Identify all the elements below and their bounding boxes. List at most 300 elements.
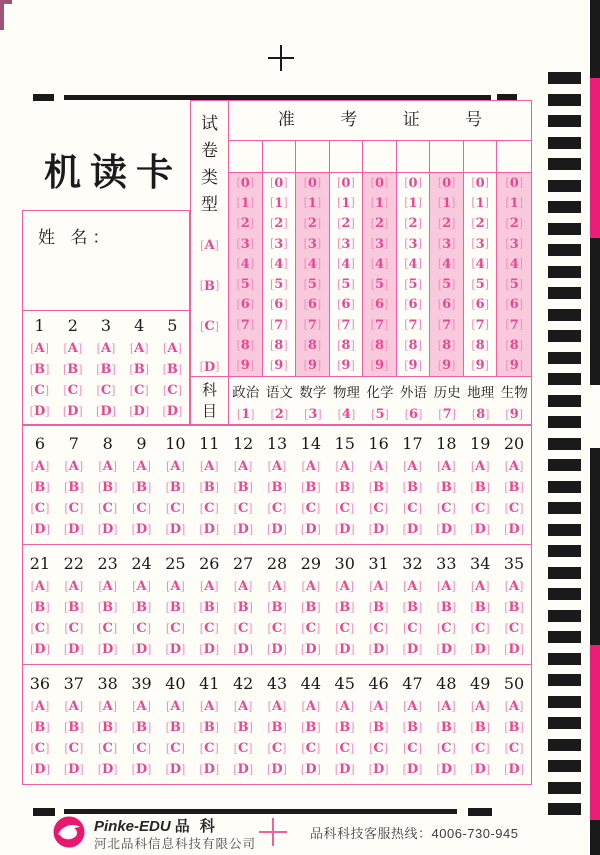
digit-bubble[interactable]	[304, 176, 322, 191]
answer-bubble[interactable]	[200, 579, 219, 594]
digit-bubble[interactable]	[438, 358, 456, 373]
answer-bubble[interactable]	[301, 642, 321, 657]
digit-bubble[interactable]	[438, 216, 456, 231]
answer-bubble[interactable]	[130, 383, 149, 398]
answer-bubble[interactable]	[64, 501, 83, 516]
answer-bubble[interactable]	[268, 501, 287, 516]
answer-bubble[interactable]	[470, 522, 490, 537]
digit-bubble[interactable]	[471, 318, 489, 333]
answer-bubble[interactable]	[470, 600, 490, 615]
digit-bubble[interactable]	[304, 277, 322, 292]
answer-bubble[interactable]	[166, 699, 185, 714]
digit-bubble[interactable]	[471, 216, 489, 231]
digit-bubble[interactable]	[270, 257, 288, 272]
answer-bubble[interactable]	[165, 762, 185, 777]
answer-bubble[interactable]	[403, 720, 423, 735]
answer-bubble[interactable]	[471, 699, 490, 714]
digit-bubble[interactable]	[404, 216, 422, 231]
answer-bubble[interactable]	[31, 459, 50, 474]
digit-bubble[interactable]	[304, 297, 322, 312]
digit-bubble[interactable]	[438, 237, 456, 252]
digit-bubble[interactable]	[236, 297, 254, 312]
answer-bubble[interactable]	[199, 480, 219, 495]
paper-type-bubble[interactable]	[200, 319, 219, 334]
answer-bubble[interactable]	[199, 522, 219, 537]
answer-bubble[interactable]	[97, 341, 116, 356]
digit-bubble[interactable]	[371, 277, 389, 292]
answer-bubble[interactable]	[163, 341, 182, 356]
answer-bubble[interactable]	[98, 621, 117, 636]
answer-bubble[interactable]	[132, 642, 152, 657]
answer-bubble[interactable]	[369, 741, 388, 756]
answer-bubble[interactable]	[132, 720, 152, 735]
answer-bubble[interactable]	[301, 501, 320, 516]
subject-bubble[interactable]	[472, 407, 490, 422]
answer-bubble[interactable]	[301, 720, 321, 735]
answer-bubble[interactable]	[437, 501, 456, 516]
answer-bubble[interactable]	[403, 459, 422, 474]
answer-bubble[interactable]	[30, 404, 50, 419]
digit-bubble[interactable]	[337, 277, 355, 292]
subject-bubble[interactable]	[438, 407, 456, 422]
answer-bubble[interactable]	[132, 621, 151, 636]
digit-bubble[interactable]	[471, 338, 489, 353]
digit-bubble[interactable]	[270, 196, 288, 211]
answer-bubble[interactable]	[471, 579, 490, 594]
answer-bubble[interactable]	[63, 404, 83, 419]
answer-bubble[interactable]	[233, 762, 253, 777]
answer-bubble[interactable]	[505, 459, 524, 474]
answer-bubble[interactable]	[335, 579, 354, 594]
digit-bubble[interactable]	[304, 318, 322, 333]
answer-bubble[interactable]	[436, 642, 456, 657]
answer-bubble[interactable]	[369, 501, 388, 516]
answer-bubble[interactable]	[403, 741, 422, 756]
answer-bubble[interactable]	[233, 522, 253, 537]
answer-bubble[interactable]	[504, 762, 524, 777]
answer-bubble[interactable]	[31, 579, 50, 594]
answer-bubble[interactable]	[64, 579, 83, 594]
answer-bubble[interactable]	[268, 459, 287, 474]
digit-bubble[interactable]	[404, 297, 422, 312]
answer-bubble[interactable]	[268, 741, 287, 756]
digit-bubble[interactable]	[236, 318, 254, 333]
answer-bubble[interactable]	[98, 762, 118, 777]
digit-bubble[interactable]	[505, 318, 523, 333]
answer-bubble[interactable]	[471, 741, 490, 756]
answer-bubble[interactable]	[369, 720, 389, 735]
digit-bubble[interactable]	[471, 237, 489, 252]
digit-bubble[interactable]	[337, 257, 355, 272]
answer-bubble[interactable]	[302, 579, 321, 594]
answer-bubble[interactable]	[64, 762, 84, 777]
digit-bubble[interactable]	[404, 338, 422, 353]
digit-bubble[interactable]	[337, 237, 355, 252]
answer-bubble[interactable]	[132, 522, 152, 537]
digit-bubble[interactable]	[236, 216, 254, 231]
answer-bubble[interactable]	[369, 579, 388, 594]
digit-bubble[interactable]	[404, 277, 422, 292]
answer-bubble[interactable]	[166, 600, 186, 615]
digit-bubble[interactable]	[270, 277, 288, 292]
ticket-writein-cell[interactable]	[263, 141, 297, 172]
answer-bubble[interactable]	[437, 621, 456, 636]
digit-bubble[interactable]	[270, 216, 288, 231]
digit-bubble[interactable]	[404, 358, 422, 373]
digit-bubble[interactable]	[304, 257, 322, 272]
subject-bubble[interactable]	[371, 407, 389, 422]
answer-bubble[interactable]	[268, 699, 287, 714]
answer-bubble[interactable]	[369, 699, 388, 714]
answer-bubble[interactable]	[98, 501, 117, 516]
answer-bubble[interactable]	[403, 522, 423, 537]
answer-bubble[interactable]	[199, 600, 219, 615]
answer-bubble[interactable]	[267, 720, 287, 735]
answer-bubble[interactable]	[166, 621, 185, 636]
digit-bubble[interactable]	[371, 257, 389, 272]
answer-bubble[interactable]	[64, 720, 84, 735]
answer-bubble[interactable]	[234, 579, 253, 594]
answer-bubble[interactable]	[268, 579, 287, 594]
answer-bubble[interactable]	[64, 480, 84, 495]
answer-bubble[interactable]	[30, 501, 49, 516]
digit-bubble[interactable]	[404, 176, 422, 191]
paper-type-bubble[interactable]	[200, 279, 220, 294]
digit-bubble[interactable]	[236, 196, 254, 211]
answer-bubble[interactable]	[335, 741, 354, 756]
answer-bubble[interactable]	[98, 522, 118, 537]
digit-bubble[interactable]	[337, 176, 355, 191]
answer-bubble[interactable]	[505, 579, 524, 594]
answer-bubble[interactable]	[200, 741, 219, 756]
answer-bubble[interactable]	[369, 600, 389, 615]
answer-bubble[interactable]	[504, 600, 524, 615]
answer-bubble[interactable]	[30, 762, 50, 777]
answer-bubble[interactable]	[369, 480, 389, 495]
answer-bubble[interactable]	[437, 741, 456, 756]
digit-bubble[interactable]	[236, 338, 254, 353]
answer-bubble[interactable]	[234, 501, 253, 516]
digit-bubble[interactable]	[438, 338, 456, 353]
subject-bubble[interactable]	[338, 407, 356, 422]
answer-bubble[interactable]	[437, 459, 456, 474]
answer-bubble[interactable]	[335, 522, 355, 537]
answer-bubble[interactable]	[301, 762, 321, 777]
subject-bubble[interactable]	[271, 407, 289, 422]
digit-bubble[interactable]	[304, 216, 322, 231]
answer-bubble[interactable]	[471, 621, 490, 636]
answer-bubble[interactable]	[132, 579, 151, 594]
subject-bubble[interactable]	[505, 407, 523, 422]
answer-bubble[interactable]	[132, 600, 152, 615]
answer-bubble[interactable]	[504, 720, 524, 735]
answer-bubble[interactable]	[64, 600, 84, 615]
answer-bubble[interactable]	[64, 699, 83, 714]
answer-bubble[interactable]	[301, 480, 321, 495]
digit-bubble[interactable]	[404, 257, 422, 272]
answer-bubble[interactable]	[63, 362, 83, 377]
digit-bubble[interactable]	[304, 237, 322, 252]
answer-bubble[interactable]	[163, 383, 182, 398]
answer-bubble[interactable]	[234, 699, 253, 714]
answer-bubble[interactable]	[470, 762, 490, 777]
answer-bubble[interactable]	[403, 762, 423, 777]
answer-bubble[interactable]	[403, 579, 422, 594]
answer-bubble[interactable]	[403, 480, 423, 495]
answer-bubble[interactable]	[335, 699, 354, 714]
answer-bubble[interactable]	[30, 362, 50, 377]
answer-bubble[interactable]	[437, 720, 457, 735]
digit-bubble[interactable]	[471, 257, 489, 272]
digit-bubble[interactable]	[337, 338, 355, 353]
digit-bubble[interactable]	[337, 297, 355, 312]
answer-bubble[interactable]	[64, 621, 83, 636]
digit-bubble[interactable]	[505, 196, 523, 211]
answer-bubble[interactable]	[199, 642, 219, 657]
digit-bubble[interactable]	[236, 257, 254, 272]
digit-bubble[interactable]	[304, 358, 322, 373]
digit-bubble[interactable]	[270, 237, 288, 252]
digit-bubble[interactable]	[270, 358, 288, 373]
answer-bubble[interactable]	[165, 642, 185, 657]
ticket-writein-cell[interactable]	[296, 141, 330, 172]
digit-bubble[interactable]	[471, 176, 489, 191]
answer-bubble[interactable]	[369, 522, 389, 537]
answer-bubble[interactable]	[132, 501, 151, 516]
answer-bubble[interactable]	[30, 522, 50, 537]
ticket-writein-cell[interactable]	[397, 141, 431, 172]
answer-bubble[interactable]	[30, 600, 50, 615]
answer-bubble[interactable]	[403, 600, 423, 615]
answer-bubble[interactable]	[98, 720, 118, 735]
answer-bubble[interactable]	[234, 621, 253, 636]
digit-bubble[interactable]	[505, 237, 523, 252]
digit-bubble[interactable]	[337, 358, 355, 373]
ticket-writein-cell[interactable]	[464, 141, 498, 172]
digit-bubble[interactable]	[337, 216, 355, 231]
answer-bubble[interactable]	[234, 741, 253, 756]
answer-bubble[interactable]	[30, 480, 50, 495]
answer-bubble[interactable]	[437, 699, 456, 714]
answer-bubble[interactable]	[267, 522, 287, 537]
digit-bubble[interactable]	[505, 257, 523, 272]
answer-bubble[interactable]	[335, 600, 355, 615]
answer-bubble[interactable]	[166, 720, 186, 735]
answer-bubble[interactable]	[98, 600, 118, 615]
answer-bubble[interactable]	[98, 459, 117, 474]
answer-bubble[interactable]	[233, 480, 253, 495]
answer-bubble[interactable]	[470, 480, 490, 495]
digit-bubble[interactable]	[337, 196, 355, 211]
answer-bubble[interactable]	[471, 501, 490, 516]
digit-bubble[interactable]	[371, 176, 389, 191]
digit-bubble[interactable]	[270, 176, 288, 191]
digit-bubble[interactable]	[438, 277, 456, 292]
answer-bubble[interactable]	[335, 720, 355, 735]
answer-bubble[interactable]	[335, 762, 355, 777]
ticket-writein-cell[interactable]	[363, 141, 397, 172]
digit-bubble[interactable]	[270, 318, 288, 333]
answer-bubble[interactable]	[267, 480, 287, 495]
answer-bubble[interactable]	[302, 699, 321, 714]
answer-bubble[interactable]	[98, 699, 117, 714]
answer-bubble[interactable]	[234, 459, 253, 474]
answer-bubble[interactable]	[369, 621, 388, 636]
answer-bubble[interactable]	[63, 341, 82, 356]
answer-bubble[interactable]	[200, 501, 219, 516]
digit-bubble[interactable]	[471, 358, 489, 373]
digit-bubble[interactable]	[236, 277, 254, 292]
digit-bubble[interactable]	[371, 358, 389, 373]
answer-bubble[interactable]	[30, 642, 50, 657]
answer-bubble[interactable]	[132, 459, 151, 474]
answer-bubble[interactable]	[98, 579, 117, 594]
answer-bubble[interactable]	[30, 621, 49, 636]
answer-bubble[interactable]	[163, 362, 183, 377]
answer-bubble[interactable]	[335, 480, 355, 495]
answer-bubble[interactable]	[129, 362, 149, 377]
digit-bubble[interactable]	[471, 297, 489, 312]
digit-bubble[interactable]	[438, 196, 456, 211]
answer-bubble[interactable]	[267, 762, 287, 777]
name-box[interactable]	[22, 210, 190, 311]
answer-bubble[interactable]	[129, 404, 149, 419]
answer-bubble[interactable]	[335, 501, 354, 516]
digit-bubble[interactable]	[505, 358, 523, 373]
answer-bubble[interactable]	[97, 383, 116, 398]
answer-bubble[interactable]	[98, 741, 117, 756]
answer-bubble[interactable]	[98, 642, 118, 657]
answer-bubble[interactable]	[233, 642, 253, 657]
answer-bubble[interactable]	[30, 741, 49, 756]
answer-bubble[interactable]	[504, 480, 524, 495]
answer-bubble[interactable]	[132, 699, 151, 714]
digit-bubble[interactable]	[371, 297, 389, 312]
answer-bubble[interactable]	[166, 480, 186, 495]
digit-bubble[interactable]	[371, 216, 389, 231]
answer-bubble[interactable]	[505, 501, 524, 516]
digit-bubble[interactable]	[236, 237, 254, 252]
answer-bubble[interactable]	[64, 522, 84, 537]
answer-bubble[interactable]	[64, 741, 83, 756]
ticket-writein-cell[interactable]	[229, 141, 263, 172]
digit-bubble[interactable]	[404, 318, 422, 333]
answer-bubble[interactable]	[369, 642, 389, 657]
answer-bubble[interactable]	[369, 762, 389, 777]
answer-bubble[interactable]	[437, 600, 457, 615]
digit-bubble[interactable]	[236, 176, 254, 191]
ticket-writein-cell[interactable]	[330, 141, 364, 172]
answer-bubble[interactable]	[471, 459, 490, 474]
answer-bubble[interactable]	[505, 621, 524, 636]
digit-bubble[interactable]	[270, 338, 288, 353]
digit-bubble[interactable]	[505, 216, 523, 231]
answer-bubble[interactable]	[470, 642, 490, 657]
subject-bubble[interactable]	[304, 407, 322, 422]
digit-bubble[interactable]	[404, 196, 422, 211]
answer-bubble[interactable]	[166, 579, 185, 594]
answer-bubble[interactable]	[505, 699, 524, 714]
answer-bubble[interactable]	[162, 404, 182, 419]
answer-bubble[interactable]	[301, 621, 320, 636]
answer-bubble[interactable]	[302, 459, 321, 474]
answer-bubble[interactable]	[200, 621, 219, 636]
answer-bubble[interactable]	[98, 480, 118, 495]
answer-bubble[interactable]	[132, 762, 152, 777]
answer-bubble[interactable]	[165, 522, 185, 537]
ticket-writein-cell[interactable]	[430, 141, 464, 172]
digit-bubble[interactable]	[438, 297, 456, 312]
answer-bubble[interactable]	[267, 642, 287, 657]
digit-bubble[interactable]	[505, 277, 523, 292]
digit-bubble[interactable]	[371, 318, 389, 333]
answer-bubble[interactable]	[200, 459, 219, 474]
answer-bubble[interactable]	[504, 642, 524, 657]
digit-bubble[interactable]	[505, 338, 523, 353]
answer-bubble[interactable]	[403, 642, 423, 657]
answer-bubble[interactable]	[132, 741, 151, 756]
answer-bubble[interactable]	[403, 699, 422, 714]
answer-bubble[interactable]	[200, 699, 219, 714]
answer-bubble[interactable]	[301, 741, 320, 756]
answer-bubble[interactable]	[301, 600, 321, 615]
subject-bubble[interactable]	[405, 407, 423, 422]
answer-bubble[interactable]	[166, 741, 185, 756]
answer-bubble[interactable]	[166, 459, 185, 474]
digit-bubble[interactable]	[371, 196, 389, 211]
digit-bubble[interactable]	[438, 176, 456, 191]
answer-bubble[interactable]	[437, 480, 457, 495]
answer-bubble[interactable]	[166, 501, 185, 516]
digit-bubble[interactable]	[438, 257, 456, 272]
answer-bubble[interactable]	[403, 621, 422, 636]
digit-bubble[interactable]	[471, 196, 489, 211]
answer-bubble[interactable]	[436, 762, 456, 777]
answer-bubble[interactable]	[403, 501, 422, 516]
digit-bubble[interactable]	[438, 318, 456, 333]
digit-bubble[interactable]	[304, 338, 322, 353]
digit-bubble[interactable]	[471, 277, 489, 292]
answer-bubble[interactable]	[268, 621, 287, 636]
answer-bubble[interactable]	[64, 459, 83, 474]
ticket-writein-cell[interactable]	[497, 141, 531, 172]
answer-bubble[interactable]	[267, 600, 287, 615]
answer-bubble[interactable]	[369, 459, 388, 474]
digit-bubble[interactable]	[505, 176, 523, 191]
answer-bubble[interactable]	[504, 522, 524, 537]
digit-bubble[interactable]	[236, 358, 254, 373]
paper-type-bubble[interactable]	[200, 360, 220, 375]
answer-bubble[interactable]	[335, 459, 354, 474]
digit-bubble[interactable]	[270, 297, 288, 312]
answer-bubble[interactable]	[30, 383, 49, 398]
answer-bubble[interactable]	[199, 720, 219, 735]
digit-bubble[interactable]	[304, 196, 322, 211]
answer-bubble[interactable]	[233, 600, 253, 615]
digit-bubble[interactable]	[371, 338, 389, 353]
paper-type-bubble[interactable]	[200, 238, 219, 253]
answer-bubble[interactable]	[436, 522, 456, 537]
answer-bubble[interactable]	[437, 579, 456, 594]
answer-bubble[interactable]	[505, 741, 524, 756]
answer-bubble[interactable]	[30, 720, 50, 735]
answer-bubble[interactable]	[64, 642, 84, 657]
answer-bubble[interactable]	[199, 762, 219, 777]
answer-bubble[interactable]	[335, 642, 355, 657]
answer-bubble[interactable]	[31, 699, 50, 714]
answer-bubble[interactable]	[96, 362, 116, 377]
digit-bubble[interactable]	[404, 237, 422, 252]
